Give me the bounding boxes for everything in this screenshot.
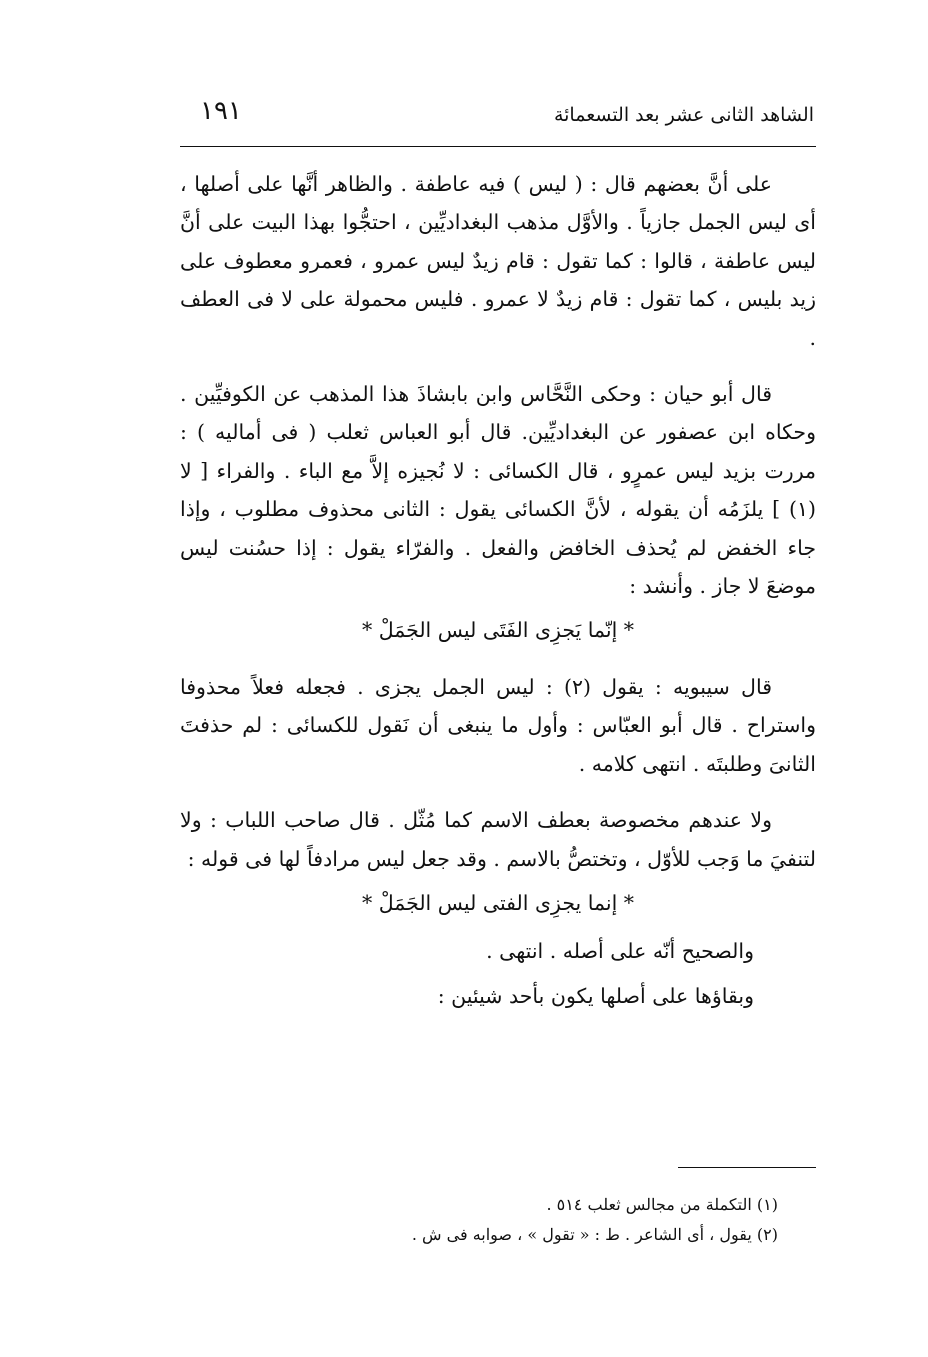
running-title: الشاهد الثانى عشر بعد التسعمائة [553,104,814,126]
footnotes [258,1190,778,1250]
paragraph-3: قال سيبويه : يقول (٢) : ليس الجمل يجزى . فجعله فعلاً محذوفا واستراح . قال أبو العبّاس : وأول ما ينبغى أن نَقول للكسائى : لم حذفتَ الثانىَ وطلبتَه . انتهى كلامه . [180,674,816,776]
footnote-2: (٢) يقول ، أى الشاعر . ط : « تقول » ، صوابه فى ش . [411,1225,778,1244]
paragraph-2: قال أبو حيان : وحكى النَّحَّاس وابن بابشاذَ هذا المذهب عن الكوفيِّين . وحكاه ابن عصفور عن البغداديِّين. قال أبو العباس ثعلب ( فى أماليه ) : مررت بزيد ليس عمرٍو ، قال الكسائى : لا نُجيزه إلاَّ مع الباء . والفراء [ لا (١) ] يلزَمُه أن يقوله ، لأنَّ الكسائى يقول : الثانى محذوف مطلوب ، وإذا جاء الخفض لم يُحذف الخافض والفعل . والفرّاء يقول : إذا حسُنت ليس موضعَ لا جاز . وأنشد : [180,382,816,599]
footnote-rule [678,1167,816,1168]
verse-1: * إنّما يَجزِى الفَتَى ليس الجَمَلْ * [361,618,635,643]
paragraph-6: وبقاؤها على أصلها يكون بأحد شيئين : [437,983,754,1008]
paragraph-4: ولا عندهم مخصوصة بعطف الاسم كما مُثّل . قال صاحب اللباب : ولا لتنفيَ ما وَجب للأوّل ، وتختصُّ بالاسم . وقد جعل ليس مرادفاً لها فى قوله : [180,808,816,871]
paragraph-1: على أنَّ بعضهم قال : ( ليس ) فيه عاطفة . والظاهر أنَّها على أصلها ، أى ليس الجمل جازياً . والأوَّل مذهب البغداديِّين ، احتجُّوا بهذا البيت على أنَّ ليس عاطفة ، قالوا : كما تقول : قام زيدٌ ليس عمرو ، فعمرو معطوف على زيد بليس ، كما تقول : قام زيدٌ لا عمرو . فليس محمولة على لا فى العطف . [180,172,816,350]
body-text [180,165,816,1033]
verse-2: * إنما يجزِى الفتى ليس الجَمَلْ * [361,890,635,915]
page-number: ١٩١ [200,96,242,126]
paragraph-5: والصحيح أنّه على أصله . انتهى . [486,939,754,964]
header-rule [180,146,816,147]
footnote-1: (١) التكملة من مجالس ثعلب ٥١٤ . [546,1195,778,1214]
